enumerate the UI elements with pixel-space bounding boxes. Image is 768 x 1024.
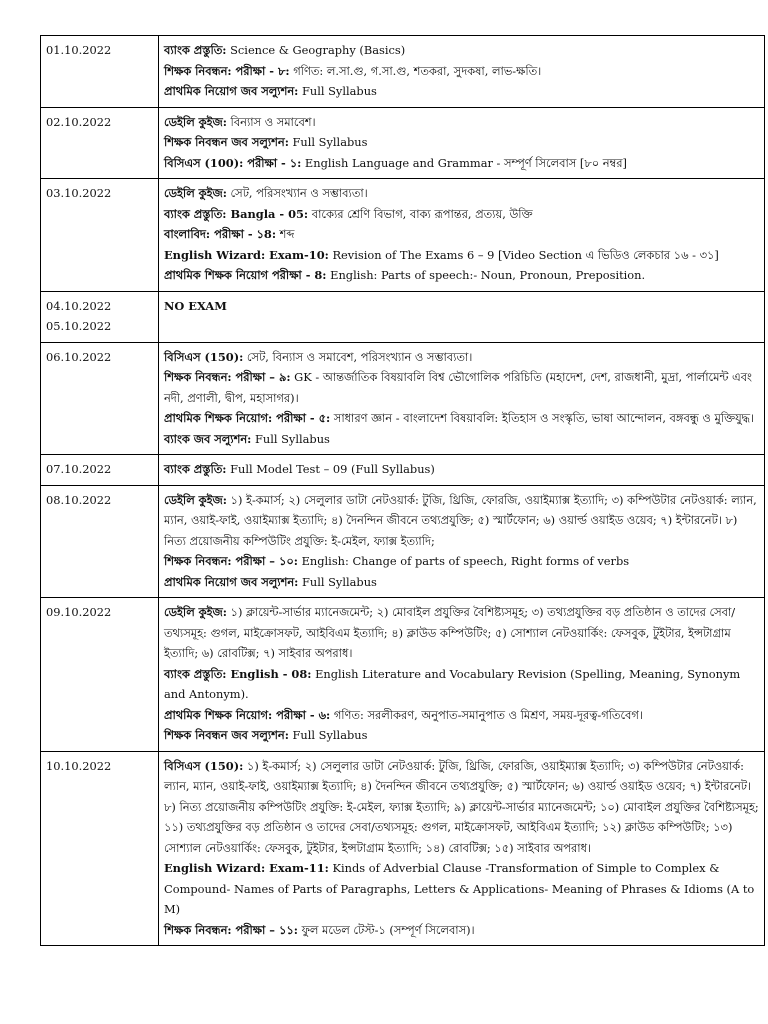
exam-program-label: ডেইলি কুইজ:: [164, 492, 227, 507]
exam-topic-text: English Literature and Vocabulary Revision (Spelling, Meaning, Synonym and Antonym).: [164, 666, 741, 701]
exam-program-label: বিসিএস (100): পরীক্ষা - ১:: [164, 155, 302, 170]
date-cell: [41, 291, 159, 342]
exam-program-label: ডেইলি কুইজ:: [164, 114, 227, 129]
exam-program-label: শিক্ষক নিবন্ধন: পরীক্ষা – ৯:: [164, 370, 291, 384]
exam-topic-text: Full Syllabus: [288, 728, 368, 742]
exam-entry: [164, 204, 759, 225]
schedule-row: [41, 179, 765, 292]
exam-program-label: প্রাথমিক শিক্ষক নিয়োগ পরীক্ষা - 8:: [164, 268, 327, 282]
exam-schedule-table: [40, 35, 765, 946]
exam-entry: [164, 183, 759, 204]
exam-topic-text: Revision of The Exams 6 – 9 [Video Section এ ভিডিও লেকচার ১৬ - ৩১]: [328, 247, 719, 262]
exam-topic-text: English: Parts of speech:- Noun, Pronoun, Preposition.: [326, 268, 646, 282]
exam-date: 10.10.2022: [46, 758, 112, 773]
exam-entry: [164, 132, 759, 153]
exam-details-cell: [159, 107, 765, 179]
exam-entry: [164, 61, 759, 82]
exam-program-label: শিক্ষক নিবন্ধন: পরীক্ষা – ১০:: [164, 554, 298, 568]
exam-entry: [164, 265, 759, 286]
exam-program-label: শিক্ষক নিবন্ধন: পরীক্ষা – ১১:: [164, 922, 298, 937]
exam-program-label: শিক্ষক নিবন্ধন জব সল্যুশন:: [164, 728, 289, 742]
exam-program-label: ব্যাংক প্রস্তুতি: English - 08:: [164, 666, 312, 681]
exam-details-cell: [159, 291, 765, 342]
exam-topic-text: গণিত: ল.সা.গু, গ.সা.গু, শতকরা, সুদকষা, লাভ-ক্ষতি।: [289, 63, 542, 78]
exam-program-label: English Wizard: Exam-10:: [164, 247, 329, 262]
exam-date: 02.10.2022: [46, 114, 112, 129]
exam-program-label: ব্যাংক প্রস্তুতি:: [164, 462, 227, 476]
exam-entry: [164, 224, 759, 245]
exam-topic-text: English: Change of parts of speech, Right forms of verbs: [297, 554, 630, 568]
exam-topic-text: Kinds of Adverbial Clause -Transformation of Simple to Complex & Compound- Names of Parts of Paragraphs, Letters & Applications- Meaning of Phrases & Idioms (A to M): [164, 861, 755, 916]
date-cell: [41, 342, 159, 455]
schedule-body: [41, 36, 765, 946]
date-cell: [41, 179, 159, 292]
exam-entry: [164, 347, 759, 368]
schedule-row: [41, 598, 765, 752]
exam-details-cell: [159, 598, 765, 752]
exam-program-label: ব্যাংক প্রস্তুতি: Bangla - 05:: [164, 206, 309, 221]
exam-program-label: প্রাথমিক নিয়োগ জব সল্যুশন:: [164, 574, 299, 589]
exam-entry: [164, 408, 759, 429]
no-exam-label: NO EXAM: [164, 298, 227, 313]
schedule-row: [41, 455, 765, 486]
schedule-row: [41, 36, 765, 108]
exam-details-cell: [159, 36, 765, 108]
exam-entry: [164, 572, 759, 593]
exam-entry: [164, 920, 759, 941]
exam-program-label: প্রাথমিক শিক্ষক নিয়োগ: পরীক্ষা - ৬:: [164, 707, 331, 722]
exam-details-cell: [159, 455, 765, 486]
exam-program-label: ডেইলি কুইজ:: [164, 605, 227, 619]
exam-topic-text: English Language and Grammar - সম্পূর্ণ সিলেবাস [৮০ নম্বর]: [301, 155, 627, 170]
exam-date: 07.10.2022: [46, 462, 112, 476]
schedule-row: [41, 751, 765, 946]
exam-entry: [164, 459, 759, 480]
exam-topic-text: GK - আন্তর্জাতিক বিষয়াবলি বিশ্ব ভৌগোলিক পরিচিতি (মহাদেশ, দেশ, রাজধানী, মুদ্রা, পার্লামেন্ট এবং নদী, প্রণালী, দ্বীপ, মহাসাগর)।: [164, 370, 752, 405]
exam-date: 09.10.2022: [46, 605, 112, 619]
exam-entry: [164, 725, 759, 746]
exam-program-label: বিসিএস (150):: [164, 349, 244, 364]
exam-date: 03.10.2022: [46, 186, 112, 200]
schedule-row: [41, 291, 765, 342]
exam-program-label: ব্যাংক প্রস্তুতি:: [164, 43, 227, 57]
exam-program-label: প্রাথমিক নিয়োগ জব সল্যুশন:: [164, 84, 299, 98]
exam-program-label: ডেইলি কুইজ:: [164, 186, 227, 200]
date-cell: [41, 455, 159, 486]
exam-topic-text: ১) ই-কমার্স; ২) সেলুলার ডাটা নেটওয়ার্ক: টুজি, থ্রিজি, ফোরজি, ওয়াইম্যাক্স ইত্যাদি; ৩) কম্পিউটার নেটওয়ার্ক: ল্যান, ম্যান, ওয়াই-ফাই, ওয়াইম্যাক্স ইত্যাদি; ৪) দৈনন্দিন জীবনে তথ্যপ্রযুক্তি; ৫) স্মার্টফোন; ৬) ওয়ার্ল্ড ওয়াইড ওয়েব; ৭) ইন্টারনেট। ৮) নিত্য প্রয়োজনীয় কম্পিউটিং প্রযুক্তি: ই-মেইল, ফ্যাক্স ইত্যাদি;: [164, 492, 757, 548]
exam-entry: [164, 664, 759, 705]
date-cell: [41, 598, 159, 752]
exam-entry: [164, 112, 759, 133]
exam-program-label: প্রাথমিক শিক্ষক নিয়োগ: পরীক্ষা - ৫:: [164, 411, 331, 425]
exam-topic-text: বাক্যের শ্রেণি বিভাগ, বাক্য রূপান্তর, প্রত্যয়, উক্তি: [308, 206, 533, 221]
exam-date: 01.10.2022: [46, 43, 112, 57]
exam-topic-text: Science & Geography (Basics): [226, 43, 406, 57]
exam-entry: [164, 490, 759, 552]
exam-program-label: English Wizard: Exam-11:: [164, 861, 329, 875]
exam-program-label: ব্যাংক জব সল্যুশন:: [164, 431, 252, 446]
exam-entry: [164, 551, 759, 572]
exam-date: 04.10.2022: [46, 298, 112, 313]
exam-program-label: বিসিএস (150):: [164, 758, 244, 773]
exam-details-cell: [159, 485, 765, 598]
exam-topic-text: Full Syllabus: [298, 574, 377, 589]
exam-topic-text: Full Syllabus: [251, 431, 330, 446]
date-cell: [41, 485, 159, 598]
exam-entry: [164, 367, 759, 408]
exam-entry: [164, 245, 759, 266]
exam-topic-text: গণিত: সরলীকরণ, অনুপাত-সমানুপাত ও মিশ্রণ, সময়-দূরত্ব-গতিবেগ।: [330, 707, 643, 722]
exam-date: 08.10.2022: [46, 492, 112, 507]
exam-entry: [164, 429, 759, 450]
exam-topic-text: Full Syllabus: [288, 135, 368, 149]
exam-topic-text: সেট, পরিসংখ্যান ও সম্ভাব্যতা।: [226, 186, 368, 200]
exam-entry: [164, 153, 759, 174]
exam-entry: [164, 858, 759, 920]
schedule-row: [41, 107, 765, 179]
exam-topic-text: ফুল মডেল টেস্ট-১ (সম্পূর্ণ সিলেবাস)।: [297, 922, 475, 937]
exam-entry: [164, 705, 759, 726]
exam-date: 05.10.2022: [46, 319, 112, 333]
exam-schedule-page: [40, 35, 765, 946]
exam-topic-text: বিন্যাস ও সমাবেশ।: [226, 114, 316, 129]
exam-topic-text: Full Model Test – 09 (Full Syllabus): [226, 462, 435, 476]
exam-entry: [164, 81, 759, 102]
exam-entry: [164, 602, 759, 664]
exam-topic-text: ১) ই-কমার্স; ২) সেলুলার ডাটা নেটওয়ার্ক: টুজি, থ্রিজি, ফোরজি, ওয়াইম্যাক্স ইত্যাদি; ৩) কম্পিউটার নেটওয়ার্ক: ল্যান, ম্যান, ওয়াই-ফাই, ওয়াইম্যাক্স ইত্যাদি; ৪) দৈনন্দিন জীবনে তথ্যপ্রযুক্তি; ৫) স্মার্টফোন; ৬) ওয়ার্ল্ড ওয়াইড ওয়েব; ৭) ইন্টারনেট। ৮) নিত্য প্রয়োজনীয় কম্পিউটিং প্রযুক্তি: ই-মেইল, ফ্যাক্স ইত্যাদি; ৯) ক্লায়েন্ট-সার্ভার ম্যানেজমেন্ট; ১০) মোবাইল প্রযুক্তির বৈশিষ্ট্যসমূহ; ১১) তথ্যপ্রযুক্তির বড় প্রতিষ্ঠান ও তাদের সেবা/তথ্যসমূহ: গুগল, মাইক্রোসফট, আইবিএম ইত্যাদি; ১২) ক্লাউড কম্পিউটিং; ১৩) সোশ্যাল নেটওয়ার্কিং: ফেসবুক, টুইটার, ইন্সটাগ্রাম ইত্যাদি; ১৪) রোবটিক্স; ১৫) সাইবার অপরাধ।: [164, 758, 759, 855]
schedule-row: [41, 485, 765, 598]
exam-entry: [164, 756, 759, 859]
exam-program-label: শিক্ষক নিবন্ধন: পরীক্ষা - ৮:: [164, 63, 290, 78]
exam-program-label: শিক্ষক নিবন্ধন জব সল্যুশন:: [164, 135, 289, 149]
exam-entry: [164, 40, 759, 61]
exam-date: 06.10.2022: [46, 349, 112, 364]
exam-topic-text: সেট, বিন্যাস ও সমাবেশ, পরিসংখ্যান ও সম্ভাব্যতা।: [243, 349, 473, 364]
exam-program-label: বাংলাবিদ: পরীক্ষা - ১8:: [164, 227, 277, 241]
exam-topic-text: শব্দ: [276, 227, 295, 241]
exam-details-cell: [159, 751, 765, 946]
exam-details-cell: [159, 342, 765, 455]
date-cell: [41, 107, 159, 179]
exam-topic-text: সাধারণ জ্ঞান - বাংলাদেশ বিষয়াবলি: ইতিহাস ও সংস্কৃতি, ভাষা আন্দোলন, বঙ্গবন্ধু ও মুক্তিযুদ্ধ।: [330, 411, 755, 425]
exam-details-cell: [159, 179, 765, 292]
date-cell: [41, 36, 159, 108]
exam-topic-text: ১) ক্লায়েন্ট-সার্ভার ম্যানেজমেন্ট; ২) মোবাইল প্রযুক্তির বৈশিষ্ট্যসমূহ; ৩) তথ্যপ্রযুক্তির বড় প্রতিষ্ঠান ও তাদের সেবা/তথ্যসমূহ: গুগল, মাইক্রোসফট, আইবিএম ইত্যাদি; ৪) ক্লাউড কম্পিউটিং; ৫) সোশ্যাল নেটওয়ার্কিং: ফেসবুক, টুইটার, ইন্সটাগ্রাম ইত্যাদি; ৬) রোবটিক্স; ৭) সাইবার অপরাধ।: [164, 605, 736, 660]
exam-topic-text: Full Syllabus: [298, 84, 377, 98]
schedule-row: [41, 342, 765, 455]
date-cell: [41, 751, 159, 946]
